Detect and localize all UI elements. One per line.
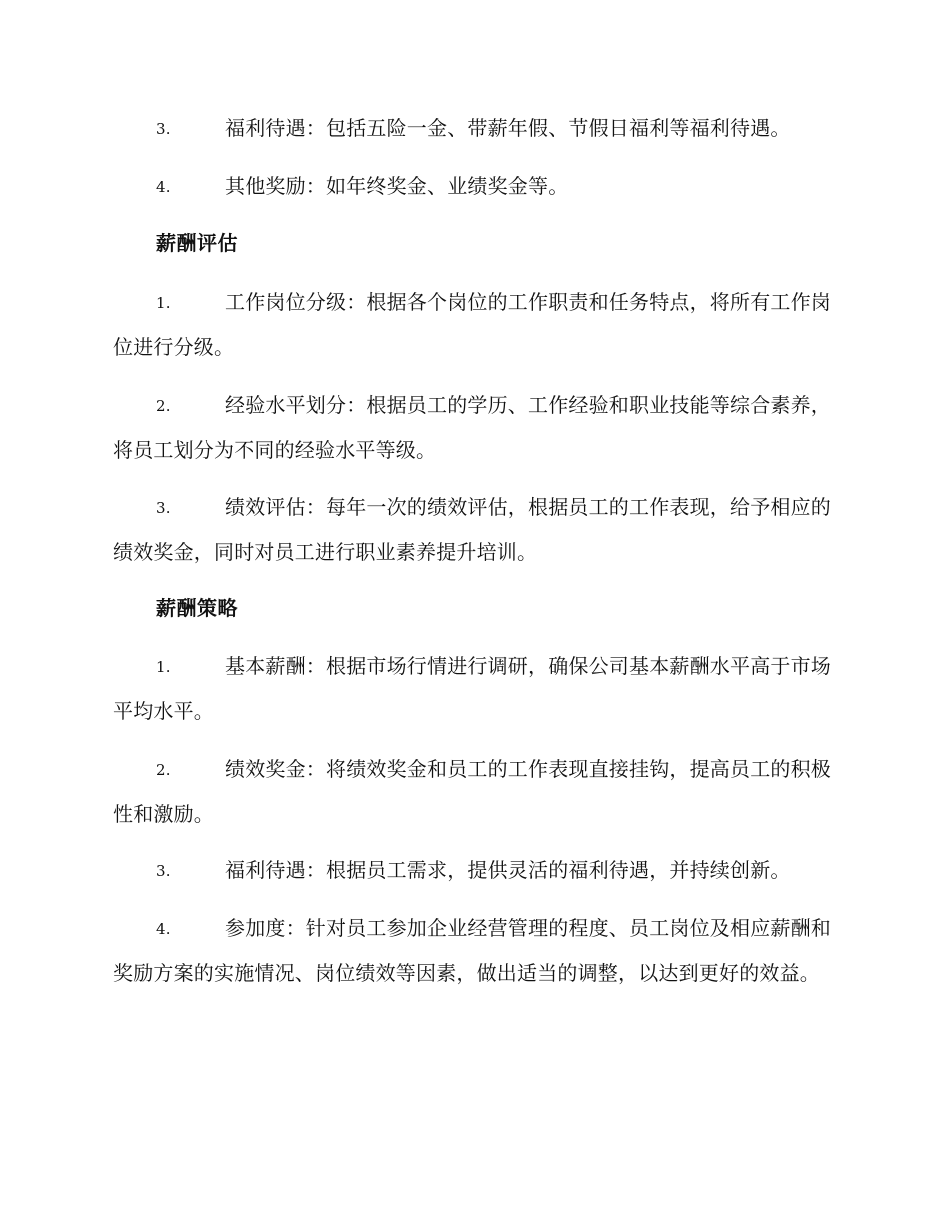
list-number: 2. — [156, 761, 171, 779]
list-text: 福利待遇：根据员工需求，提供灵活的福利待遇，并持续创新。 — [225, 858, 791, 882]
list-text: 参加度：针对员工参加企业经营管理的程度、员工岗位及相应薪酬和奖励方案的实施情况、岗位绩效等因素，做出适当的调整，以达到更好的效益。 — [113, 916, 831, 985]
list-number: 1. — [156, 658, 171, 676]
list-item — [113, 164, 835, 209]
list-number: 4. — [156, 178, 171, 196]
list-text: 绩效评估：每年一次的绩效评估，根据员工的工作表现，给予相应的绩效奖金，同时对员工进行职业素养提升培训。 — [113, 495, 831, 564]
list-number: 3. — [156, 499, 171, 517]
list-text: 工作岗位分级：根据各个岗位的工作职责和任务特点，将所有工作岗位进行分级。 — [113, 290, 831, 359]
list-item — [113, 747, 835, 836]
list-number: 3. — [156, 120, 171, 138]
list-number: 2. — [156, 397, 171, 415]
list-item — [113, 383, 835, 472]
section-heading: 薪酬评估 — [156, 231, 238, 255]
list-item — [113, 644, 835, 733]
list-item — [113, 906, 835, 995]
list-text: 福利待遇：包括五险一金、带薪年假、节假日福利等福利待遇。 — [225, 116, 791, 140]
section-heading: 薪酬策略 — [156, 596, 238, 620]
list-number: 3. — [156, 862, 171, 880]
list-text: 其他奖励：如年终奖金、业绩奖金等。 — [225, 174, 569, 198]
list-text: 绩效奖金：将绩效奖金和员工的工作表现直接挂钩，提高员工的积极性和激励。 — [113, 757, 831, 826]
list-item — [113, 106, 835, 151]
list-number: 1. — [156, 294, 171, 312]
list-text: 基本薪酬：根据市场行情进行调研，确保公司基本薪酬水平高于市场平均水平。 — [113, 654, 831, 723]
list-number: 4. — [156, 920, 171, 938]
list-item — [113, 485, 835, 574]
list-item — [113, 280, 835, 369]
list-text: 经验水平划分：根据员工的学历、工作经验和职业技能等综合素养，将员工划分为不同的经验水平等级。 — [113, 393, 831, 462]
list-item — [113, 848, 835, 893]
